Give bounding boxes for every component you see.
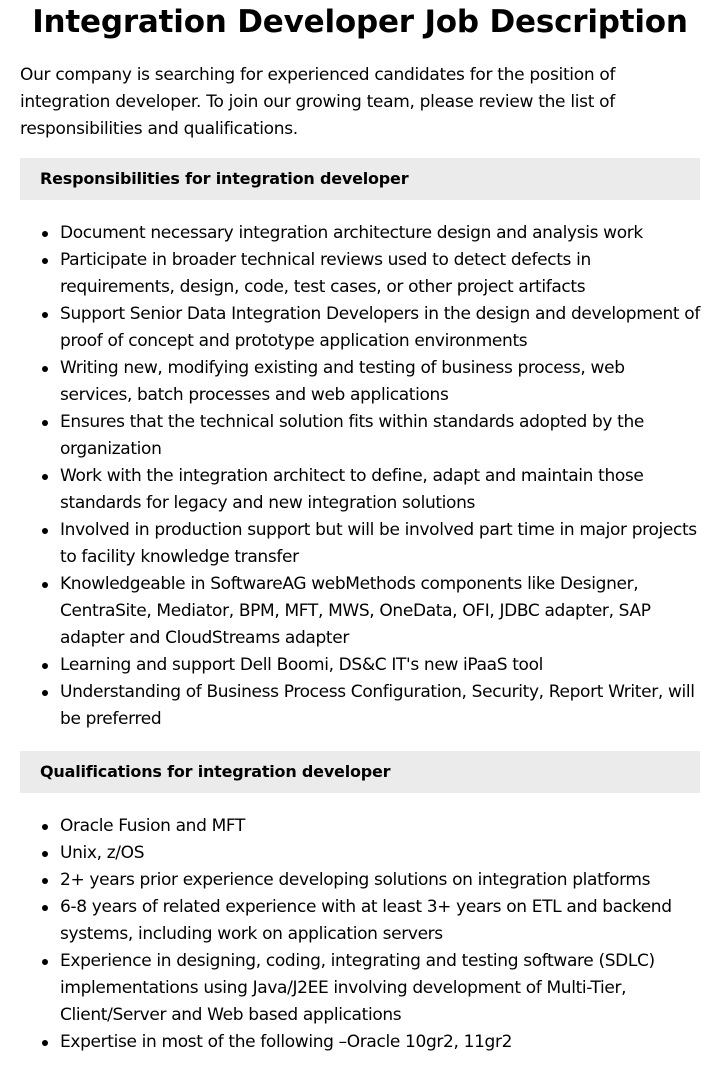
bullet-icon — [42, 1040, 48, 1046]
responsibilities-list — [20, 220, 700, 733]
list-item-text: Ensures that the technical solution fits within standards adopted by the organization — [60, 412, 645, 459]
list-item — [20, 220, 700, 247]
bullet-icon — [42, 663, 48, 669]
bullet-icon — [42, 690, 48, 696]
bullet-icon — [42, 366, 48, 372]
bullet-icon — [42, 878, 48, 884]
qualifications-heading: Qualifications for integration developer — [20, 751, 700, 793]
list-item — [20, 1029, 700, 1056]
list-item — [20, 571, 700, 652]
list-item — [20, 652, 700, 679]
list-item-text: Support Senior Data Integration Developers in the design and development of proof of concept and prototype application environments — [60, 304, 700, 351]
bullet-icon — [42, 905, 48, 911]
bullet-icon — [42, 420, 48, 426]
responsibilities-heading: Responsibilities for integration developer — [20, 158, 700, 200]
list-item — [20, 894, 700, 948]
bullet-icon — [42, 474, 48, 480]
list-item-text: Unix, z/OS — [60, 843, 145, 863]
list-item-text: Knowledgeable in SoftwareAG webMethods components like Designer, CentraSite, Mediator, BPM, MFT, MWS, OneData, OFI, JDBC adapter, SAP adapter and CloudStreams adapter — [60, 574, 651, 648]
intro-paragraph: Our company is searching for experienced candidates for the position of integration developer. To join our growing team, please review the list of responsibilities and qualifications. — [20, 65, 616, 139]
list-item-text: Participate in broader technical reviews used to detect defects in requirements, design, code, test cases, or other project artifacts — [60, 250, 591, 297]
bullet-icon — [42, 582, 48, 588]
list-item-text: 2+ years prior experience developing solutions on integration platforms — [60, 870, 651, 890]
list-item-text: Writing new, modifying existing and testing of business process, web services, batch processes and web applications — [60, 358, 625, 405]
bullet-icon — [42, 959, 48, 965]
bullet-icon — [42, 851, 48, 857]
list-item-text: Learning and support Dell Boomi, DS&C IT's new iPaaS tool — [60, 655, 543, 675]
bullet-icon — [42, 312, 48, 318]
list-item — [20, 948, 700, 1029]
list-item — [20, 840, 700, 867]
list-item-text: Involved in production support but will be involved part time in major projects to facility knowledge transfer — [60, 520, 697, 567]
list-item — [20, 355, 700, 409]
bullet-icon — [42, 258, 48, 264]
list-item-text: Experience in designing, coding, integrating and testing software (SDLC) implementations using Java/J2EE involving development of Multi-Tier, Client/Server and Web based applications — [60, 951, 655, 1025]
list-item — [20, 463, 700, 517]
list-item-text: 6-8 years of related experience with at least 3+ years on ETL and backend systems, including work on application servers — [60, 897, 672, 944]
list-item-text: Expertise in most of the following –Oracle 10gr2, 11gr2 — [60, 1032, 513, 1052]
list-item-text: Document necessary integration architecture design and analysis work — [60, 223, 643, 243]
list-item — [20, 301, 700, 355]
list-item — [20, 517, 700, 571]
qualifications-list — [20, 813, 700, 1056]
list-item — [20, 867, 700, 894]
page-title: Integration Developer Job Description — [32, 4, 688, 40]
list-item-text: Work with the integration architect to define, adapt and maintain those standards for legacy and new integration solutions — [60, 466, 644, 513]
list-item-text: Oracle Fusion and MFT — [60, 816, 246, 836]
bullet-icon — [42, 528, 48, 534]
list-item — [20, 813, 700, 840]
list-item-text: Understanding of Business Process Configuration, Security, Report Writer, will be preferred — [60, 682, 695, 729]
list-item — [20, 409, 700, 463]
list-item — [20, 679, 700, 733]
list-item — [20, 247, 700, 301]
bullet-icon — [42, 231, 48, 237]
bullet-icon — [42, 824, 48, 830]
